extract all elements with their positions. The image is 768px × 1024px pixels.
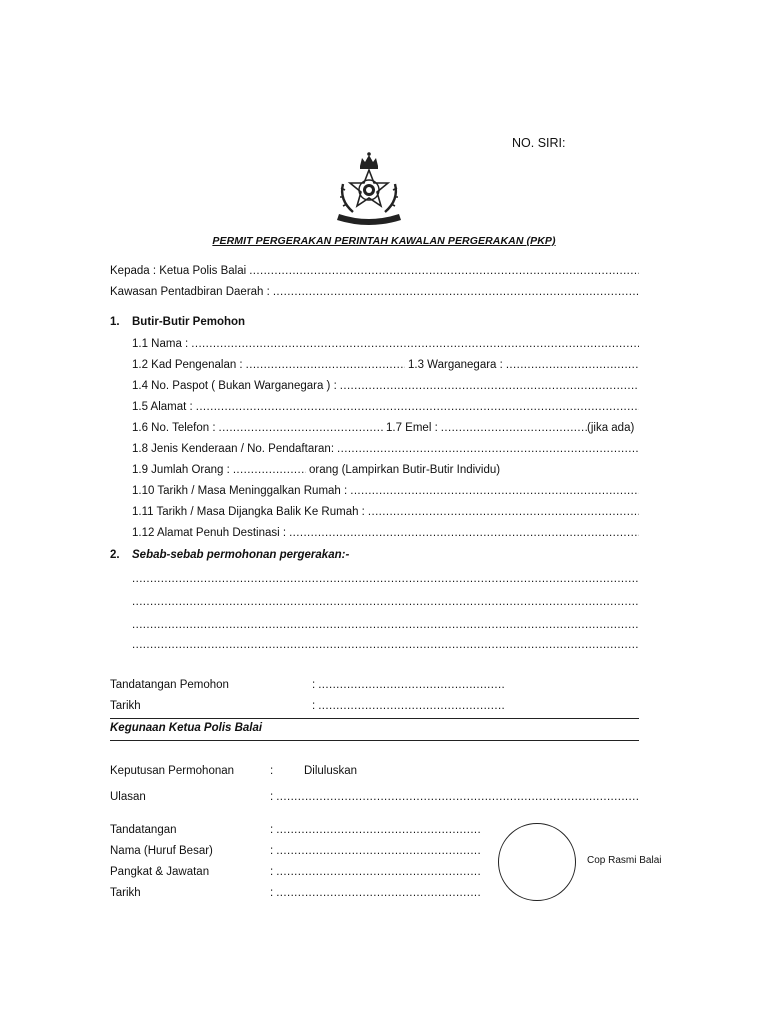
- tarikh-keluar-label: 1.10 Tarikh / Masa Meninggalkan Rumah :: [132, 485, 348, 497]
- ulasan-field[interactable]: [270, 791, 640, 803]
- applicant-signature-field[interactable]: [312, 679, 505, 691]
- warganegara-field[interactable]: [408, 359, 639, 371]
- colon: :: [270, 791, 274, 803]
- tarikh-balik-label: 1.11 Tarikh / Masa Dijangka Balik Ke Rumah :: [132, 506, 365, 518]
- tarikh-keluar-field[interactable]: [132, 485, 639, 497]
- tarikh-balik-field[interactable]: [132, 506, 639, 518]
- police-crest-icon: [331, 150, 407, 226]
- keputusan-value[interactable]: Diluluskan: [304, 765, 358, 777]
- colon: :: [312, 679, 316, 691]
- keputusan-label: Keputusan Permohonan: [110, 765, 235, 777]
- section-1-title: Butir-Butir Pemohon: [132, 316, 246, 328]
- serial-number-label: NO. SIRI:: [512, 136, 566, 150]
- alamat-field[interactable]: [132, 401, 639, 413]
- colon: :: [270, 824, 274, 836]
- colon: :: [270, 887, 274, 899]
- jumlah-orang-suffix: orang (Lampirkan Butir-Butir Individu): [309, 464, 501, 476]
- emel-label: 1.7 Emel :: [386, 422, 438, 434]
- kepada-label: Kepada : Ketua Polis Balai: [110, 265, 247, 277]
- officer-name-label: Nama (Huruf Besar): [110, 845, 213, 857]
- colon: :: [270, 765, 274, 777]
- officer-signature-field[interactable]: [270, 824, 482, 836]
- reason-line-1[interactable]: [132, 573, 639, 585]
- officer-date-label: Tarikh: [110, 887, 141, 899]
- colon: :: [270, 866, 274, 878]
- section-2-number: 2.: [110, 549, 120, 561]
- kawasan-field[interactable]: [110, 286, 639, 298]
- officer-date-field[interactable]: [270, 887, 482, 899]
- destinasi-field[interactable]: [132, 527, 639, 539]
- colon: :: [312, 700, 316, 712]
- kawasan-label: Kawasan Pentadbiran Daerah :: [110, 286, 270, 298]
- nama-label: 1.1 Nama :: [132, 338, 189, 350]
- paspot-label: 1.4 No. Paspot ( Bukan Warganegara ) :: [132, 380, 337, 392]
- jumlah-orang-field[interactable]: [132, 464, 306, 476]
- officer-name-field[interactable]: [270, 845, 482, 857]
- warganegara-label: 1.3 Warganegara :: [408, 359, 503, 371]
- section-2-title: Sebab-sebab permohonan pergerakan:-: [132, 549, 350, 561]
- kepada-field[interactable]: [110, 265, 639, 277]
- divider-top: [110, 718, 639, 719]
- kad-pengenalan-label: 1.2 Kad Pengenalan :: [132, 359, 243, 371]
- nama-field[interactable]: [132, 338, 639, 350]
- applicant-date-field[interactable]: [312, 700, 505, 712]
- telefon-field[interactable]: [132, 422, 383, 434]
- kenderaan-label: 1.8 Jenis Kenderaan / No. Pendaftaran:: [132, 443, 335, 455]
- jumlah-orang-label: 1.9 Jumlah Orang :: [132, 464, 230, 476]
- section-1-number: 1.: [110, 316, 120, 328]
- alamat-label: 1.5 Alamat :: [132, 401, 193, 413]
- kenderaan-field[interactable]: [132, 443, 639, 455]
- applicant-date-label: Tarikh: [110, 700, 141, 712]
- jika-ada-note: (jika ada): [587, 422, 635, 434]
- telefon-label: 1.6 No. Telefon :: [132, 422, 216, 434]
- kad-pengenalan-field[interactable]: [132, 359, 405, 371]
- section-1-heading: [110, 316, 245, 328]
- ulasan-label: Ulasan: [110, 791, 146, 803]
- officer-rank-label: Pangkat & Jawatan: [110, 866, 210, 878]
- office-use-heading: Kegunaan Ketua Polis Balai: [110, 722, 263, 734]
- officer-signature-label: Tandatangan: [110, 824, 177, 836]
- paspot-field[interactable]: [132, 380, 639, 392]
- divider-bottom: [110, 740, 639, 741]
- destinasi-label: 1.12 Alamat Penuh Destinasi :: [132, 527, 287, 539]
- emel-field[interactable]: [386, 422, 587, 434]
- reason-line-4[interactable]: [132, 639, 639, 651]
- section-2-heading: [110, 549, 349, 561]
- official-stamp-label: Cop Rasmi Balai: [587, 855, 662, 866]
- reason-line-2[interactable]: [132, 596, 639, 608]
- reason-line-3[interactable]: [132, 619, 639, 631]
- colon: :: [270, 845, 274, 857]
- form-title: PERMIT PERGERAKAN PERINTAH KAWALAN PERGERAKAN (PKP): [212, 235, 556, 247]
- officer-rank-field[interactable]: [270, 866, 482, 878]
- applicant-signature-label: Tandatangan Pemohon: [110, 679, 229, 691]
- official-stamp-area: [498, 823, 576, 901]
